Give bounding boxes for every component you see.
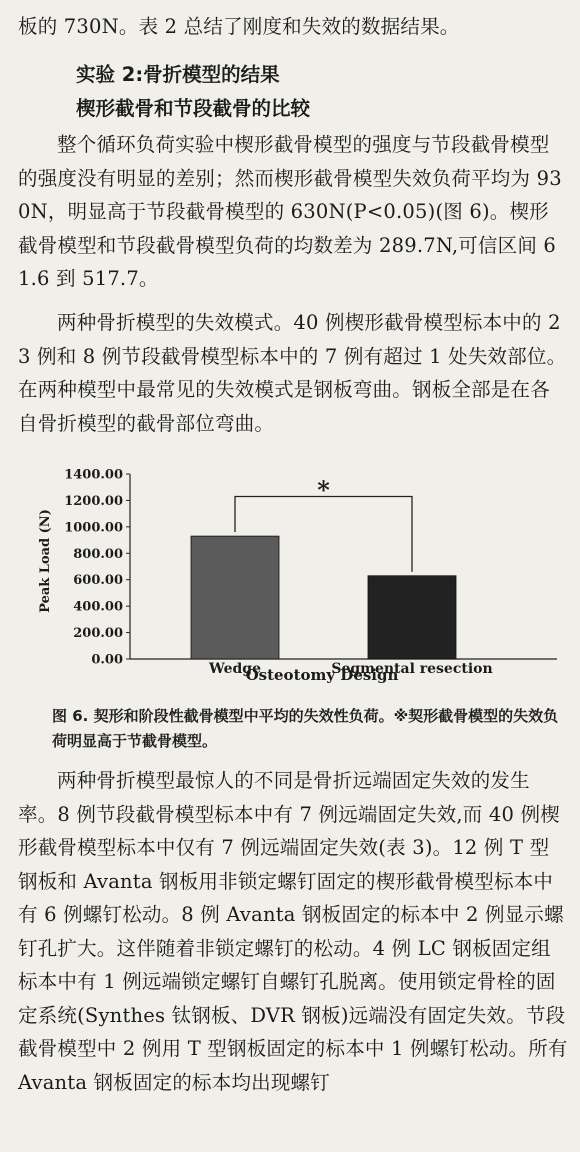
x-tick-label: Wedge bbox=[209, 661, 261, 677]
y-tick-label: 1000.00 bbox=[64, 520, 123, 536]
paragraph-strength: 整个循环负荷实验中楔形截骨模型的强度与节段截骨模型的强度没有明显的差别；然而楔形截骨模型失效负荷平均为 930N，明显高于节段截骨模型的 630N(P<0.05)(图 6)。楔形截骨模型和节段截骨模型负荷的均数差为 289.7N,可信区间 61.6 到 517.7。 bbox=[18, 133, 562, 290]
y-tick-label: 200.00 bbox=[73, 626, 123, 642]
y-tick-label: 0.00 bbox=[91, 652, 123, 668]
paragraph-distal-failure: 两种骨折模型最惊人的不同是骨折远端固定失效的发生率。8 例节段截骨模型标本中有 7 例远端固定失效,而 40 例楔形截骨模型标本中仅有 7 例远端固定失效(表 3)。12 例 T 型钢板和 Avanta 钢板用非锁定螺钉固定的楔形截骨模型标本中有 6 例螺钉松动。8 例 Avanta 钢板固定的标本中 2 例显示螺钉孔扩大。这伴随着非锁定螺钉的松动。4 例 LC 钢板固定组标本中有 1 例远端锁定螺钉自螺钉孔脱离。使用锁定骨栓的固定系统(Synthes 钛钢板、DVR 钢板)远端没有固定失效。节段截骨模型中 2 例用 T 型钢板固定的标本中 1 例螺钉松动。所有 Avanta 钢板固定的标本均出现螺钉 bbox=[18, 769, 575, 1094]
y-tick-label: 800.00 bbox=[73, 546, 123, 562]
x-tick-label: Segmental resection bbox=[331, 661, 493, 677]
chart-background bbox=[52, 466, 562, 684]
bar-wedge bbox=[191, 536, 279, 659]
significance-star: * bbox=[317, 475, 330, 505]
figure-caption: 图 6. 契形和阶段性截骨模型中平均的失效性负荷。※契形截骨模型的失效负荷明显高于节截骨模型。 bbox=[52, 707, 559, 750]
paragraph-intro: 板的 730N。表 2 总结了刚度和失效的数据结果。 bbox=[18, 15, 460, 38]
y-axis-label: Peak Load (N) bbox=[38, 509, 53, 613]
subsection-heading: 楔形截骨和节段截骨的比较 bbox=[76, 97, 311, 120]
figure-6 bbox=[38, 466, 562, 684]
paragraph-failure-mode: 两种骨折模型的失效模式。40 例楔形截骨模型标本中的 23 例和 8 例节段截骨模型标本中的 7 例有超过 1 处失效部位。在两种模型中最常见的失效模式是钢板弯曲。钢板全部是在各自骨折模型的截骨部位弯曲。 bbox=[18, 311, 567, 435]
y-tick-label: 1400.00 bbox=[64, 467, 123, 483]
bar-chart bbox=[38, 466, 562, 684]
bar-segmental-resection bbox=[368, 576, 456, 659]
y-tick-label: 400.00 bbox=[73, 599, 123, 615]
y-tick-label: 1200.00 bbox=[64, 493, 123, 509]
x-axis-title: Osteotomy Design bbox=[245, 666, 399, 684]
y-tick-label: 600.00 bbox=[73, 573, 123, 589]
section-heading: 实验 2:骨折模型的结果 bbox=[76, 63, 280, 86]
